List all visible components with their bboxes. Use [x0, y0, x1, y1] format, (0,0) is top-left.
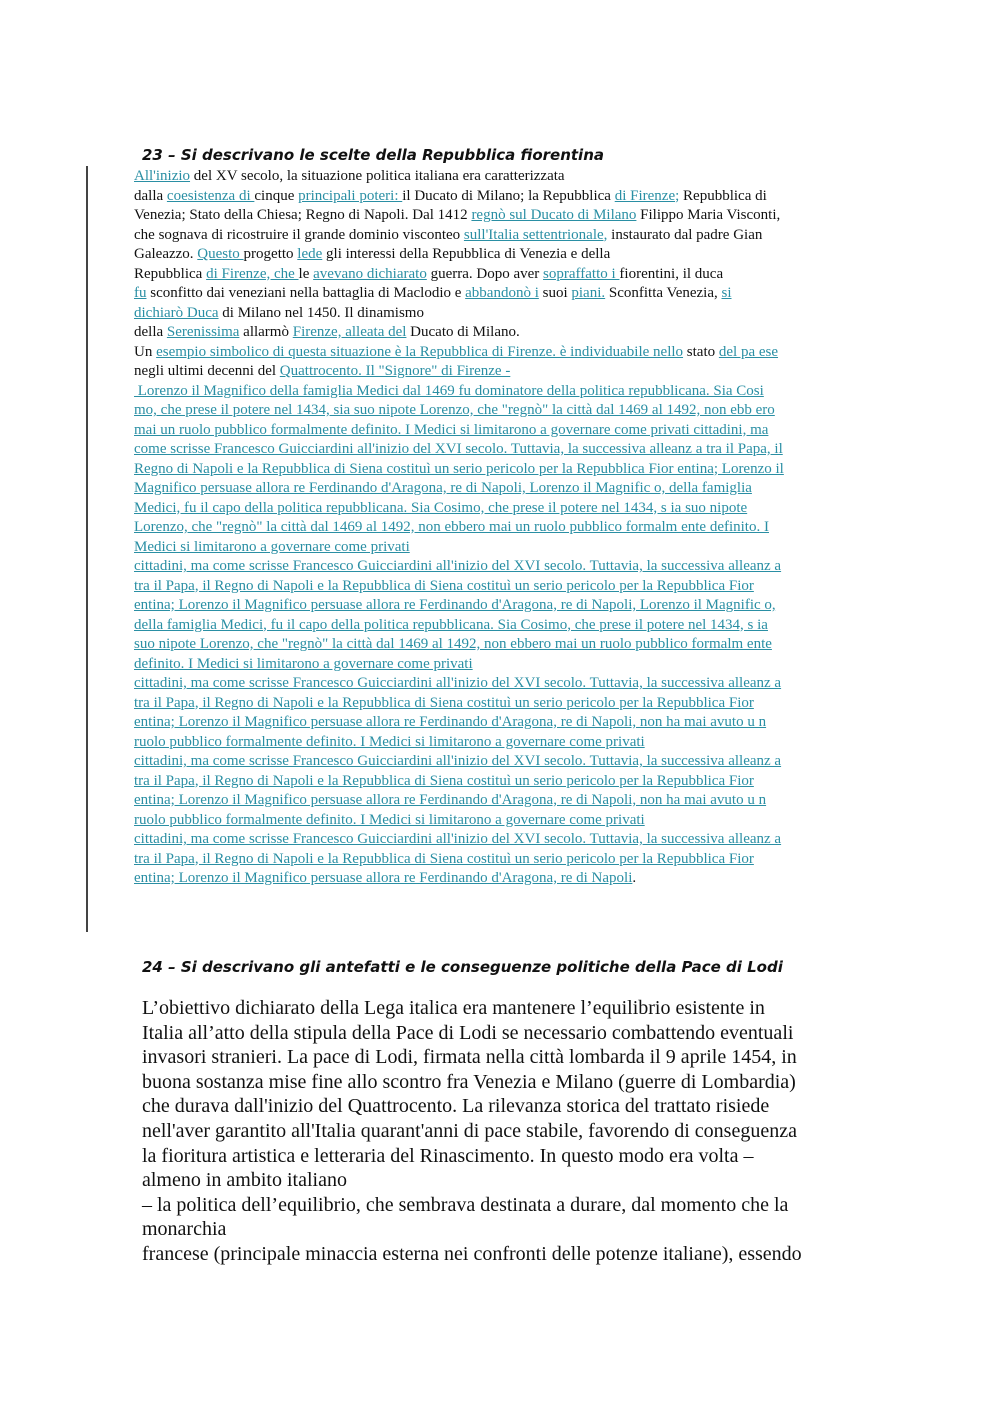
- text-span: dalla: [134, 187, 167, 204]
- hyperlink[interactable]: regnò sul Ducato di Milano: [471, 207, 637, 223]
- hyperlink[interactable]: lede: [297, 246, 323, 262]
- text-line: [134, 596, 874, 616]
- text-line: [134, 206, 874, 226]
- paragraph-line: francese (principale minaccia esterna nei confronti delle potenze italiane), essendo: [142, 1242, 802, 1265]
- hyperlink[interactable]: Lorenzo, che "regnò" la città dal 1469 al 1492, non ebbero mai un ruolo pubblico formalm ente definito. I: [134, 519, 769, 535]
- hyperlink[interactable]: come scrisse Francesco Guicciardini all'inizio del XVI secolo. Tuttavia, la successiva alleanz a tra il Papa, il: [134, 441, 783, 457]
- hyperlink[interactable]: Magnifico persuase allora re Ferdinando d'Aragona, re di Napoli, Lorenzo il Magnific o, della famiglia: [134, 480, 752, 496]
- text-span: sconfitto dai veneziani nella battaglia di Maclodio e: [146, 285, 466, 301]
- hyperlink[interactable]: abbandonò i: [465, 285, 539, 301]
- text-span: il Ducato di Milano; la Repubblica: [402, 187, 615, 204]
- text-span: del XV secolo, la situazione politica italiana era caratterizzata: [190, 168, 565, 184]
- hyperlink[interactable]: suo nipote Lorenzo, che "regnò" la città dal 1469 al 1492, non ebbero mai un ruolo pubblico formalm ente: [134, 636, 772, 652]
- text-span: instaurato dal padre Gian: [607, 226, 763, 243]
- hyperlink[interactable]: All'inizio: [134, 168, 191, 184]
- text-line: [134, 167, 874, 187]
- text-line: [134, 635, 874, 655]
- text-span: Un: [134, 343, 157, 360]
- text-span: Venezia; Stato della Chiesa; Regno di Napoli. Dal 1412: [134, 207, 472, 223]
- text-span: .: [632, 870, 637, 886]
- paragraph-line: invasori stranieri. La pace di Lodi, firmata nella città lombarda il 9 aprile 1454, in: [142, 1046, 797, 1069]
- hyperlink[interactable]: Lorenzo il Magnifico della famiglia Medici dal 1469 fu dominatore della politica repubblicana. Sia Cosi: [134, 382, 764, 399]
- text-line: [134, 499, 874, 519]
- text-line: [134, 245, 874, 265]
- hyperlink[interactable]: fu: [134, 285, 147, 301]
- text-line: [134, 577, 874, 597]
- hyperlink[interactable]: del pa ese: [718, 343, 779, 360]
- paragraph-line: nell'aver garantito all'Italia quarant'anni di pace stabile, favorendo di conseguenza: [142, 1119, 797, 1142]
- section-24-heading: 24 – Si descrivano gli antefatti e le conseguenze politiche della Pace di Lodi: [142, 958, 783, 976]
- hyperlink[interactable]: entina; Lorenzo il Magnifico persuase allora re Ferdinando d'Aragona, re di Napoli, non ha mai avuto u n: [134, 714, 767, 730]
- hyperlink[interactable]: tra il Papa, il Regno di Napoli e la Repubblica di Siena costituì un serio pericolo per la Repubblica Fior: [134, 772, 754, 789]
- text-line: [134, 616, 874, 636]
- hyperlink[interactable]: cittadini, ma come scrisse Francesco Guicciardini all'inizio del XVI secolo. Tuttavia, la successiva alleanz a: [134, 831, 782, 847]
- text-line: [134, 362, 874, 382]
- paragraph-line: L’obiettivo dichiarato della Lega italica era mantenere l’equilibrio esistente in: [142, 997, 765, 1019]
- text-span: della: [134, 324, 167, 340]
- text-line: [134, 265, 874, 285]
- text-span: cinque: [254, 187, 299, 204]
- hyperlink[interactable]: ruolo pubblico formalmente definito. I Medici si limitarono a governare come privati: [134, 811, 645, 828]
- text-span: Galeazzo.: [134, 246, 198, 262]
- text-line: [134, 869, 874, 889]
- text-line: [134, 811, 874, 831]
- hyperlink[interactable]: Quattrocento. Il "Signore" di Firenze -: [279, 363, 511, 379]
- text-span: Repubblica: [134, 265, 207, 282]
- hyperlink[interactable]: Questo: [197, 246, 244, 262]
- text-span: stato: [683, 343, 719, 360]
- section-23-body: [134, 167, 874, 889]
- text-line: [134, 557, 874, 577]
- text-line: [134, 401, 874, 421]
- paragraph-line: buona sostanza mise fine allo scontro fra Venezia e Milano (guerre di Lombardia): [142, 1070, 796, 1093]
- text-line: [134, 440, 874, 460]
- text-line: [134, 460, 874, 480]
- hyperlink[interactable]: entina; Lorenzo il Magnifico persuase allora re Ferdinando d'Aragona, re di Napoli: [134, 870, 633, 886]
- hyperlink[interactable]: si: [721, 285, 732, 301]
- hyperlink[interactable]: avevano dichiarato: [313, 265, 427, 282]
- text-span: Repubblica di: [679, 187, 767, 204]
- text-line: [134, 518, 874, 538]
- hyperlink[interactable]: cittadini, ma come scrisse Francesco Guicciardini all'inizio del XVI secolo. Tuttavia, la successiva alleanz a: [134, 753, 782, 769]
- text-span: guerra. Dopo aver: [426, 265, 544, 282]
- text-line: [134, 343, 874, 363]
- text-line: [134, 323, 874, 343]
- section-24-body: [142, 996, 882, 1267]
- paragraph-line: Italia all’atto della stipula della Pace di Lodi se necessario combattendo eventuali: [142, 1021, 794, 1044]
- text-line: [134, 713, 874, 733]
- hyperlink[interactable]: esempio simbolico di questa situazione è la Repubblica di Firenze. è individuabile nello: [156, 343, 684, 360]
- hyperlink[interactable]: di Firenze;: [614, 187, 680, 204]
- paragraph-line: che durava dall'inizio del Quattrocento. La rilevanza storica del trattato risiede: [142, 1095, 770, 1118]
- text-span: che sognava di ricostruire il grande dominio visconteo: [134, 226, 464, 243]
- text-line: [134, 694, 874, 714]
- text-span: progetto: [243, 246, 298, 262]
- hyperlink[interactable]: entina; Lorenzo il Magnifico persuase allora re Ferdinando d'Aragona, re di Napoli, non ha mai avuto u n: [134, 792, 767, 808]
- text-line: [134, 830, 874, 850]
- text-line: [134, 284, 874, 304]
- hyperlink[interactable]: definito. I Medici si limitarono a governare come privati: [134, 655, 473, 672]
- text-span: di Milano nel 1450. Il dinamismo: [218, 304, 424, 321]
- text-line: [134, 382, 874, 402]
- text-span: negli ultimi decenni del: [134, 363, 280, 379]
- text-span: Filippo Maria Visconti,: [636, 207, 781, 223]
- text-line: [134, 187, 874, 207]
- text-span: Sconfitta Venezia,: [605, 285, 722, 301]
- text-line: [134, 752, 874, 772]
- hyperlink[interactable]: piani.: [571, 285, 606, 301]
- hyperlink[interactable]: Firenze, alleata del: [292, 324, 407, 340]
- text-line: [134, 421, 874, 441]
- hyperlink[interactable]: ruolo pubblico formalmente definito. I Medici si limitarono a governare come privati: [134, 733, 645, 750]
- hyperlink[interactable]: Regno di Napoli e la Repubblica di Siena costituì un serio pericolo per la Repubblica Fior entina; Lorenzo il: [134, 460, 784, 477]
- text-line: [134, 850, 874, 870]
- text-span: Ducato di Milano.: [406, 324, 520, 340]
- hyperlink[interactable]: mo, che prese il potere nel 1434, sia suo nipote Lorenzo, che "regnò" la città dal 1469 al 1492, non ebb ero: [134, 402, 775, 418]
- section-23-heading: 23 – Si descrivano le scelte della Repubblica fiorentina: [142, 146, 604, 164]
- hyperlink[interactable]: mai un ruolo pubblico formalmente definito. I Medici si limitarono a governare come privati cittadini, ma: [134, 421, 769, 438]
- paragraph-line: – la politica dell’equilibrio, che sembrava destinata a durare, dal momento che la: [142, 1193, 789, 1216]
- paragraph-line: monarchia: [142, 1218, 227, 1241]
- hyperlink[interactable]: principali poteri:: [298, 187, 403, 204]
- hyperlink[interactable]: entina; Lorenzo il Magnifico persuase allora re Ferdinando d'Aragona, re di Napoli, Lorenzo il Magnific o,: [134, 597, 776, 613]
- hyperlink[interactable]: tra il Papa, il Regno di Napoli e la Repubblica di Siena costituì un serio pericolo per la Repubblica Fior: [134, 850, 754, 867]
- hyperlink[interactable]: Serenissima: [166, 324, 240, 340]
- margin-change-bar: [86, 166, 88, 932]
- text-line: [134, 538, 874, 558]
- text-line: [134, 479, 874, 499]
- hyperlink[interactable]: sull'Italia settentrionale,: [463, 226, 608, 243]
- paragraph-line: almeno in ambito italiano: [142, 1169, 347, 1192]
- hyperlink[interactable]: della famiglia Medici, fu il capo della politica repubblicana. Sia Cosimo, che prese il potere nel 1434, s ia: [134, 616, 768, 633]
- text-span: suoi: [538, 285, 572, 301]
- hyperlink[interactable]: cittadini, ma come scrisse Francesco Guicciardini all'inizio del XVI secolo. Tuttavia, la successiva alleanz a: [134, 558, 782, 574]
- text-line: [134, 304, 874, 324]
- hyperlink[interactable]: Medici si limitarono a governare come privati: [134, 538, 410, 555]
- text-line: [134, 733, 874, 753]
- text-span: fiorentini, il duca: [619, 265, 724, 282]
- text-span: le: [298, 265, 314, 282]
- hyperlink[interactable]: di Firenze, che: [206, 265, 299, 282]
- paragraph-line: la fioritura artistica e letteraria del Rinascimento. In questo modo era volta –: [142, 1144, 754, 1167]
- hyperlink[interactable]: cittadini, ma come scrisse Francesco Guicciardini all'inizio del XVI secolo. Tuttavia, la successiva alleanz a: [134, 675, 782, 691]
- text-line: [134, 772, 874, 792]
- text-span: allarmò: [239, 324, 293, 340]
- hyperlink[interactable]: coesistenza di: [166, 187, 255, 204]
- hyperlink[interactable]: sopraffatto i: [543, 265, 620, 282]
- text-line: [134, 791, 874, 811]
- hyperlink[interactable]: tra il Papa, il Regno di Napoli e la Repubblica di Siena costituì un serio pericolo per la Repubblica Fior: [134, 694, 754, 711]
- text-line: [134, 655, 874, 675]
- text-line: [134, 674, 874, 694]
- hyperlink[interactable]: Medici, fu il capo della politica repubblicana. Sia Cosimo, che prese il potere nel 1434, s ia suo nipote: [134, 499, 748, 516]
- text-span: gli interessi della Repubblica di Venezia e della: [322, 246, 611, 262]
- hyperlink[interactable]: dichiarò Duca: [134, 304, 219, 321]
- text-line: [134, 226, 874, 246]
- hyperlink[interactable]: tra il Papa, il Regno di Napoli e la Repubblica di Siena costituì un serio pericolo per la Repubblica Fior: [134, 577, 754, 594]
